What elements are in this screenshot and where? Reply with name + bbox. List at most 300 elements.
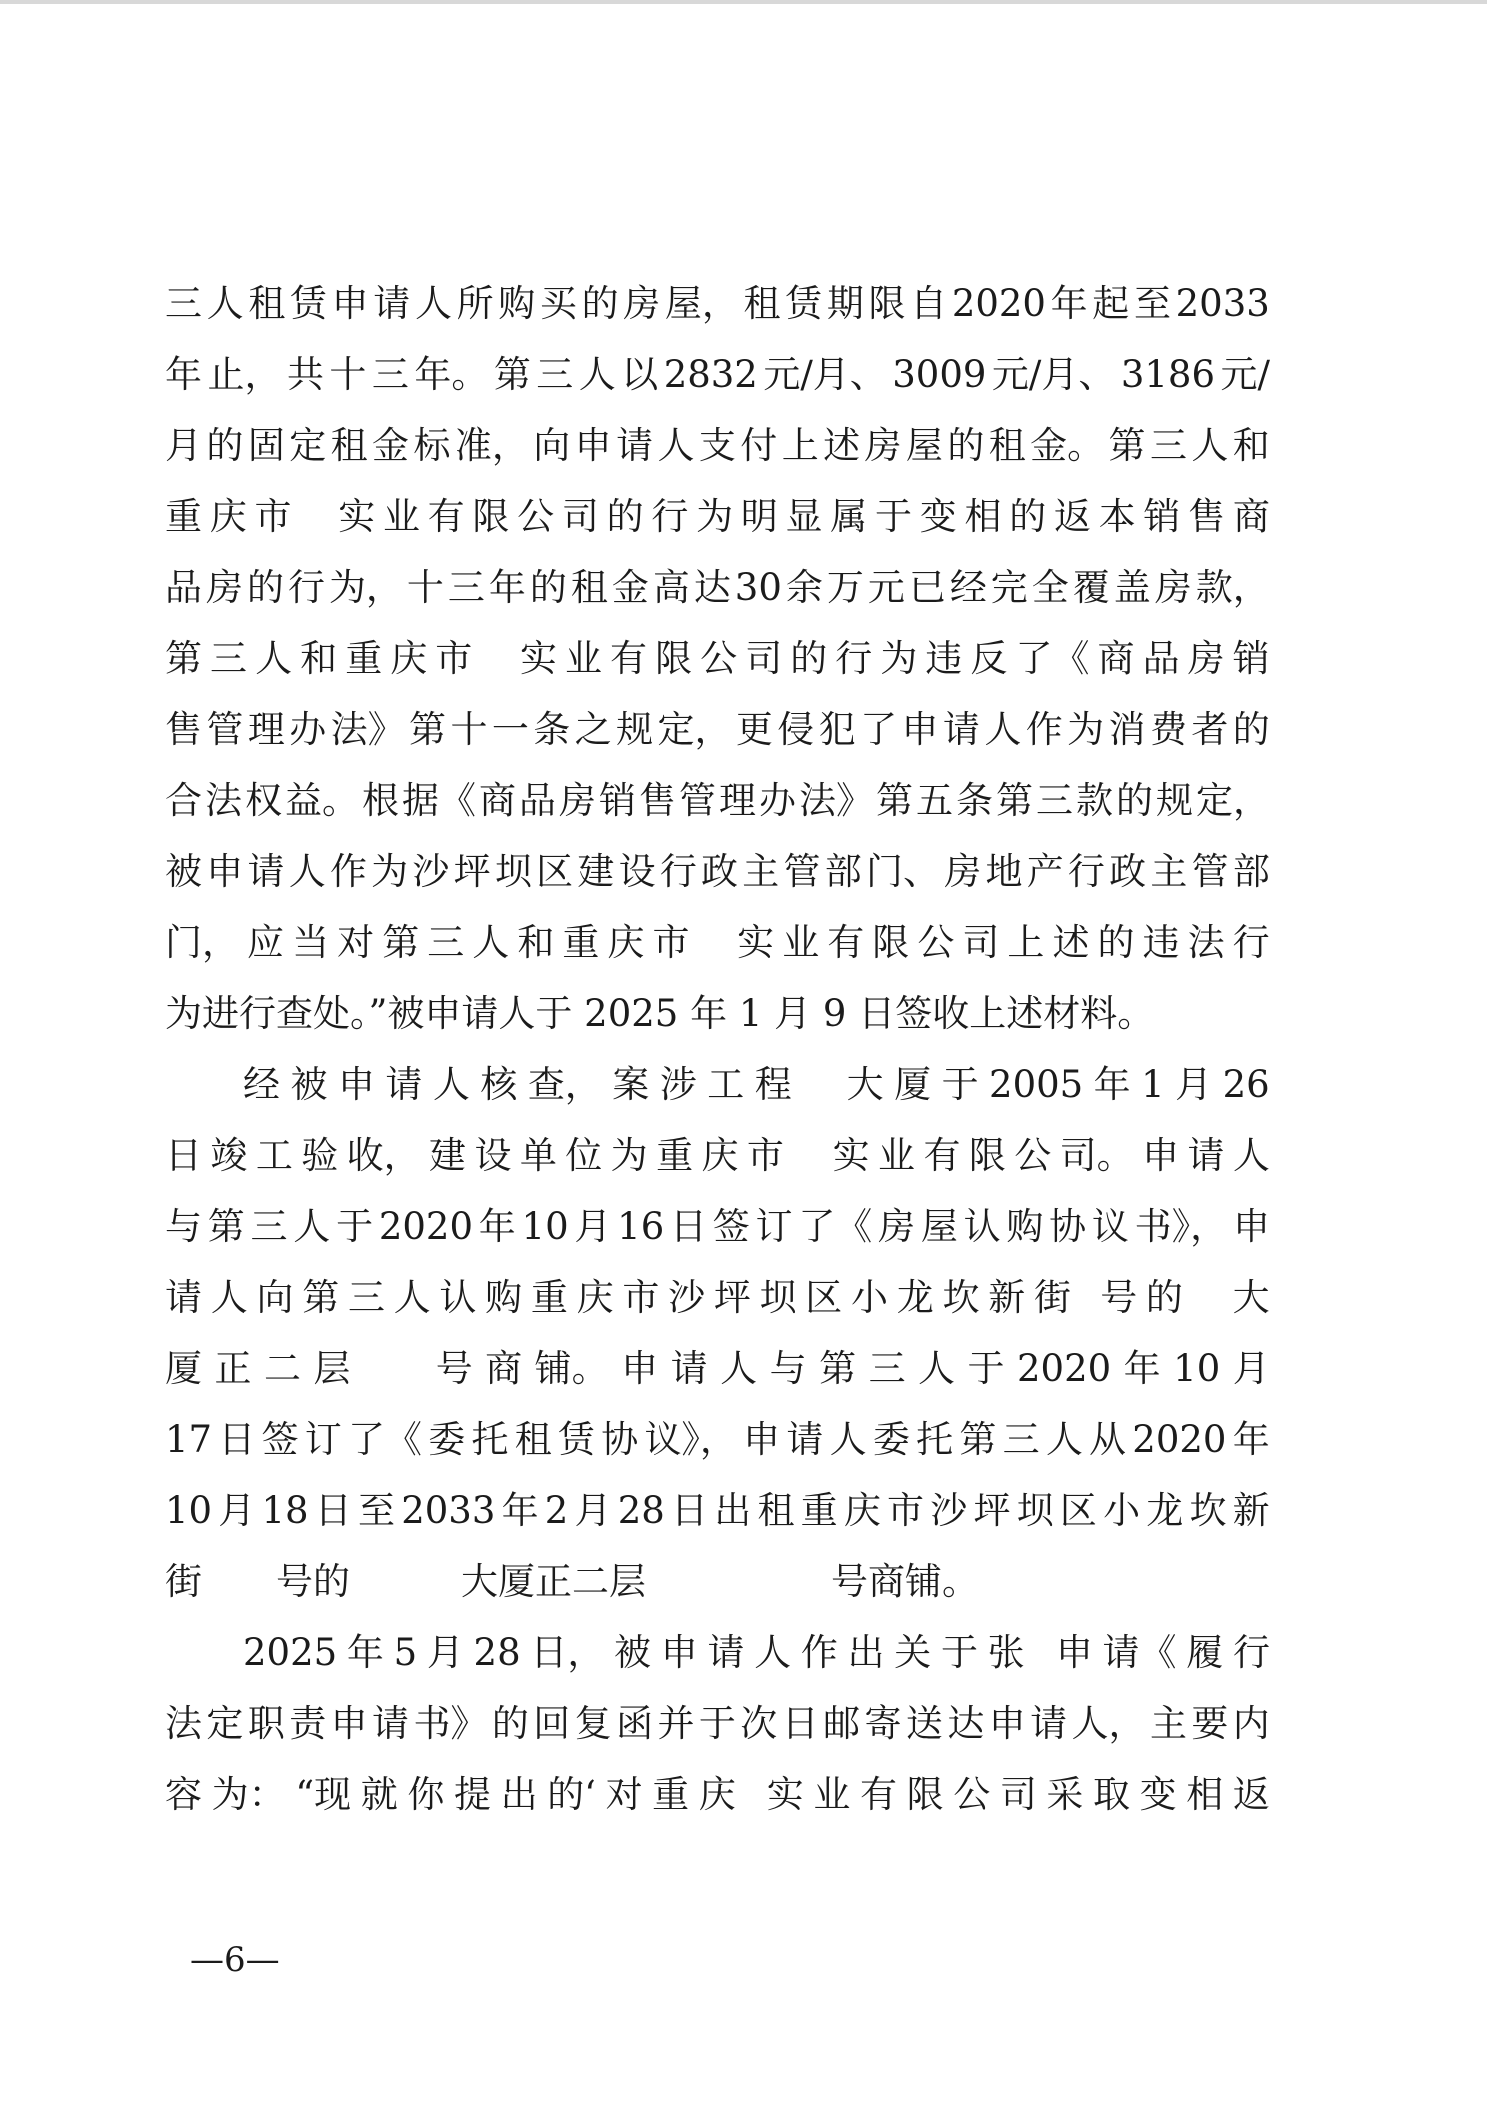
text-token: 邮 xyxy=(823,1702,861,1745)
text-token: 小 xyxy=(1103,1489,1141,1532)
text-token: 房 xyxy=(944,850,982,893)
text-token: 变 xyxy=(1139,1773,1177,1816)
text-token: 三 xyxy=(1002,1418,1040,1461)
text-token: 被 xyxy=(290,1063,328,1106)
text-token: 公 xyxy=(917,921,955,964)
text-token: 年 xyxy=(1093,1063,1131,1106)
text-token: 房 xyxy=(205,566,243,609)
text-token: 龙 xyxy=(896,1276,934,1319)
text-token: 的 xyxy=(947,424,985,467)
text-token: 合 xyxy=(165,779,202,822)
text-token: 期 xyxy=(826,282,864,325)
text-token: 你 xyxy=(407,1773,445,1816)
text-token: 建 xyxy=(577,850,615,893)
text-line xyxy=(165,552,1270,623)
text-token: 公 xyxy=(517,495,555,538)
text-token: 托 xyxy=(916,1418,954,1461)
text-token: 于 xyxy=(336,1205,374,1248)
text-token: 2005 xyxy=(989,1063,1084,1106)
text-token: 款 xyxy=(1076,779,1113,822)
text-token: 法 xyxy=(205,779,242,822)
text-token: 商 xyxy=(485,1347,523,1390)
text-token: 程 xyxy=(754,1063,792,1106)
text-token: 庆 xyxy=(576,1276,614,1319)
text-token: 人 xyxy=(1191,424,1229,467)
text-line xyxy=(165,339,1270,410)
text-token: 单 xyxy=(519,1134,557,1177)
text-token: 2 xyxy=(544,1489,569,1532)
text-token: 犯 xyxy=(818,708,856,751)
text-token: 庆 xyxy=(843,1489,881,1532)
text-token: 金。 xyxy=(1030,424,1105,467)
text-line xyxy=(165,623,1270,694)
text-token: 业 xyxy=(878,1134,916,1177)
text-token: 标 xyxy=(413,424,451,467)
text-token: 回 xyxy=(533,1702,571,1745)
text-token: 号 xyxy=(1100,1276,1138,1319)
text-token: 定 xyxy=(206,1702,244,1745)
text-token: 送 xyxy=(905,1702,943,1745)
text-token: 所 xyxy=(456,282,494,325)
text-line xyxy=(165,1333,1270,1404)
text-token: 违 xyxy=(1142,921,1180,964)
text-token: 5 xyxy=(393,1631,418,1674)
text-token: 月 xyxy=(1175,1063,1213,1106)
text-line xyxy=(165,481,1270,552)
text-token: 10 xyxy=(165,1489,213,1532)
text-token: 司 xyxy=(999,1773,1037,1816)
text-token: 新 xyxy=(1232,1489,1270,1532)
text-token: 限 xyxy=(655,637,693,680)
text-token: 人 xyxy=(393,1276,431,1319)
text-token: 日 xyxy=(670,1205,708,1248)
text-token: 10 xyxy=(1173,1347,1221,1390)
text-token: 行 xyxy=(287,566,325,609)
text-token: 月 xyxy=(574,1205,612,1248)
text-token: 请 xyxy=(786,1418,824,1461)
text-token: 房 xyxy=(623,282,661,325)
text-token: 屋， xyxy=(664,282,739,325)
text-token: 业 xyxy=(382,495,420,538)
text-token: 明 xyxy=(740,495,778,538)
text-token: 履 xyxy=(1186,1631,1224,1674)
text-token: 司 xyxy=(745,637,783,680)
text-token: 关 xyxy=(894,1631,932,1674)
text-token xyxy=(717,907,729,978)
text-token: 三 xyxy=(210,637,248,680)
text-line xyxy=(165,1617,1270,1688)
text-token: 请 xyxy=(1187,1134,1225,1177)
text-token: 限 xyxy=(472,495,510,538)
text-token: 了 xyxy=(860,708,898,751)
text-token: 三 xyxy=(347,1276,385,1319)
text-token: 向 xyxy=(533,424,571,467)
text-token: 出 xyxy=(500,1773,538,1816)
text-token: 有 xyxy=(827,921,865,964)
text-token: 三 xyxy=(250,1205,288,1248)
text-token: 位 xyxy=(565,1134,603,1177)
text-token: 权 xyxy=(245,779,282,822)
text-token: 的 xyxy=(491,1702,529,1745)
text-token: 张 xyxy=(987,1631,1025,1674)
text-line xyxy=(165,268,1270,339)
text-token: 购 xyxy=(485,1276,523,1319)
text-token: 内 xyxy=(1232,1702,1270,1745)
text-token: 规 xyxy=(1156,779,1193,822)
text-token: 验 xyxy=(301,1134,339,1177)
text-token: 请《 xyxy=(1102,1631,1177,1674)
text-token: 认 xyxy=(439,1276,477,1319)
text-token xyxy=(1192,1262,1204,1333)
text-token: 出 xyxy=(847,1631,885,1674)
text-token: 购 xyxy=(498,282,536,325)
text-token: 部 xyxy=(1232,850,1270,893)
text-token: 市 xyxy=(254,495,292,538)
text-token: 有 xyxy=(610,637,648,680)
text-token: 2033 xyxy=(401,1489,496,1532)
text-token: 签 xyxy=(261,1418,299,1461)
text-token: 申 xyxy=(337,1063,375,1106)
text-token: 2832 xyxy=(663,353,758,396)
text-token xyxy=(363,1333,375,1404)
text-token: 日 xyxy=(314,1489,352,1532)
text-token: 第 xyxy=(996,779,1033,822)
text-token: 租 xyxy=(988,424,1026,467)
text-token: 第 xyxy=(819,1347,857,1390)
text-token: 完 xyxy=(990,566,1028,609)
text-token: 品 xyxy=(165,566,202,609)
text-token: 司 xyxy=(561,495,599,538)
text-token: 为 xyxy=(371,850,409,893)
text-token: 门、 xyxy=(865,850,940,893)
text-token: 竣 xyxy=(210,1134,248,1177)
text-token: 区 xyxy=(536,850,574,893)
text-token: 之 xyxy=(574,708,612,751)
text-token: 的 xyxy=(206,424,244,467)
text-token: 主 xyxy=(1150,850,1188,893)
text-token: 庆 xyxy=(390,637,428,680)
text-token: 准， xyxy=(454,424,529,467)
text-token: 人 xyxy=(657,424,695,467)
text-token: 2020 xyxy=(378,1205,473,1248)
text-token: 请 xyxy=(707,1631,745,1674)
text-token: 人 xyxy=(432,1063,470,1106)
text-token: 商 xyxy=(1097,637,1135,680)
text-token: 更 xyxy=(735,708,773,751)
text-token: 设 xyxy=(474,1134,512,1177)
text-token: 提 xyxy=(453,1773,491,1816)
text-token: 函 xyxy=(616,1702,654,1745)
text-token: 为： xyxy=(211,1773,286,1816)
text-token: 侵 xyxy=(777,708,815,751)
text-token: 协 xyxy=(1049,1205,1087,1248)
text-token: 应 xyxy=(247,921,285,964)
text-token: 品 xyxy=(519,779,556,822)
text-token: 行 xyxy=(651,495,689,538)
text-token: 第 xyxy=(207,1205,245,1248)
text-token: 坪 xyxy=(453,850,491,893)
text-token: 查， xyxy=(527,1063,602,1106)
text-token: 房 xyxy=(1187,637,1225,680)
text-token: 返 xyxy=(1053,495,1091,538)
text-token: 议 xyxy=(1091,1205,1129,1248)
text-token: 条 xyxy=(533,708,571,751)
text-token: 房 xyxy=(1154,566,1192,609)
text-token: 规 xyxy=(616,708,654,751)
text-token: 沙 xyxy=(412,850,450,893)
text-token: 人 xyxy=(1045,1418,1083,1461)
text-token: 16 xyxy=(617,1205,665,1248)
text-token: 工 xyxy=(707,1063,745,1106)
text-token: “现 xyxy=(295,1773,352,1816)
text-token: 人 xyxy=(918,1347,956,1390)
text-token: 元/月、 xyxy=(991,353,1116,396)
text-token: 销 xyxy=(599,779,636,822)
page-number: —6— xyxy=(190,1940,280,1980)
text-line xyxy=(165,907,1270,978)
text-token: 返 xyxy=(1232,1773,1270,1816)
text-token: 相 xyxy=(964,495,1002,538)
text-token: 人 xyxy=(472,921,510,964)
text-token: 本 xyxy=(1098,495,1136,538)
text-token: 重 xyxy=(165,495,202,538)
text-token: 主 xyxy=(742,850,780,893)
text-token: 次 xyxy=(740,1702,778,1745)
text-line xyxy=(165,1688,1270,1759)
text-token: 沙 xyxy=(930,1489,968,1532)
text-token: 18 xyxy=(261,1489,309,1532)
text-token: 行 xyxy=(1232,1631,1270,1674)
text-token: 2033 xyxy=(1175,282,1270,325)
text-token: 第 xyxy=(409,708,447,751)
text-token: 销 xyxy=(1143,495,1181,538)
text-token xyxy=(319,481,331,552)
text-token: 限 xyxy=(872,921,910,964)
text-token: 人 xyxy=(754,1631,792,1674)
text-token: 和 xyxy=(1232,424,1270,467)
text-token: 采 xyxy=(1046,1773,1084,1816)
text-token: 申 xyxy=(988,1702,1026,1745)
text-token: 业 xyxy=(565,637,602,680)
text-line xyxy=(165,1049,1270,1120)
text-token: 法》 xyxy=(799,779,873,822)
text-token xyxy=(1212,1262,1224,1333)
text-token: 坝 xyxy=(759,1276,797,1319)
text-token: 坪 xyxy=(713,1276,751,1319)
text-token: 人， xyxy=(1071,1702,1146,1745)
text-token: 人 xyxy=(1232,1134,1270,1177)
text-token: 书》， xyxy=(1134,1205,1228,1248)
text-token: 的‘ xyxy=(547,1773,596,1816)
text-token: 管 xyxy=(679,779,716,822)
text-token: 金 xyxy=(611,566,649,609)
text-token: 10 xyxy=(521,1205,569,1248)
text-token: 屋 xyxy=(905,424,943,467)
text-token: 的 xyxy=(581,282,619,325)
text-token: 十 xyxy=(450,708,488,751)
text-token: 重 xyxy=(562,921,600,964)
text-token: 租 xyxy=(248,282,286,325)
text-line xyxy=(165,410,1270,481)
text-token xyxy=(824,1049,836,1120)
text-token: 公 xyxy=(953,1773,991,1816)
text-token: 人 xyxy=(578,353,616,396)
text-token: 实 xyxy=(832,1134,870,1177)
text-token: 重 xyxy=(652,1773,690,1816)
text-token: 房 xyxy=(559,779,596,822)
text-token: 请 xyxy=(385,1063,423,1106)
text-token: 市 xyxy=(435,637,473,680)
text-token: 订 xyxy=(755,1205,793,1248)
text-token: 作 xyxy=(329,850,367,893)
text-token: 行 xyxy=(659,850,697,893)
text-token: 和 xyxy=(300,637,338,680)
text-token: 商 xyxy=(1232,495,1270,538)
text-line xyxy=(165,978,1270,1049)
text-token: 高 xyxy=(652,566,690,609)
text-token: 至 xyxy=(358,1489,395,1532)
text-token: 收， xyxy=(346,1134,421,1177)
text-token: 从 xyxy=(1089,1418,1127,1461)
text-line xyxy=(165,1191,1270,1262)
text-token: 公 xyxy=(1014,1134,1052,1177)
text-token xyxy=(792,1120,804,1191)
text-token: 了《 xyxy=(1015,637,1090,680)
text-token: 三 xyxy=(371,353,409,396)
text-token: 人 xyxy=(206,282,244,325)
text-token: 申 xyxy=(1055,1631,1093,1674)
text-token: 向 xyxy=(256,1276,294,1319)
text-token: 重 xyxy=(656,1134,694,1177)
text-token: 议》， xyxy=(644,1418,737,1461)
text-token: 请 xyxy=(670,1347,708,1390)
text-token: 申 xyxy=(1142,1134,1180,1177)
text-token: 变 xyxy=(919,495,957,538)
text-token: 月 xyxy=(165,424,202,467)
text-token: 业 xyxy=(813,1773,851,1816)
text-token: 请 xyxy=(942,708,980,751)
text-token: 年 xyxy=(501,1489,539,1532)
text-token: 年 xyxy=(1123,1347,1161,1390)
text-token: 市 xyxy=(622,1276,660,1319)
text-line xyxy=(165,836,1270,907)
text-token: 三 xyxy=(447,566,485,609)
text-token: 申 xyxy=(621,1347,659,1390)
text-token: 十 xyxy=(329,353,367,396)
text-token: 人 xyxy=(984,708,1022,751)
text-token: 部 xyxy=(824,850,862,893)
text-token: 申 xyxy=(660,1631,698,1674)
text-token: 管 xyxy=(206,708,244,751)
text-token: 的 xyxy=(529,566,567,609)
text-token: 第 xyxy=(493,353,531,396)
text-token: 述 xyxy=(823,424,861,467)
text-token: 签 xyxy=(712,1205,750,1248)
text-token: 厦 xyxy=(894,1063,932,1106)
text-token: 年 xyxy=(165,353,202,396)
text-token: 款， xyxy=(1195,566,1270,609)
text-token: 费 xyxy=(1149,708,1187,751)
text-token: 人 xyxy=(829,1418,867,1461)
text-token: 重 xyxy=(530,1276,568,1319)
text-token: 一 xyxy=(491,708,529,751)
text-token: 年 xyxy=(1050,282,1088,325)
text-token: 请 xyxy=(247,850,285,893)
text-token: 申 xyxy=(330,1702,368,1745)
text-token: 订 xyxy=(304,1418,342,1461)
text-token xyxy=(1034,1617,1046,1688)
text-token: 日 xyxy=(781,1702,819,1745)
text-token: 属 xyxy=(830,495,868,538)
text-token: 条 xyxy=(956,779,993,822)
text-token: 相 xyxy=(1186,1773,1224,1816)
text-token: 坝 xyxy=(494,850,532,893)
text-token: 的 xyxy=(1145,1276,1183,1319)
text-token: 销 xyxy=(1232,637,1270,680)
text-token: 屋 xyxy=(920,1205,958,1248)
text-token: 消 xyxy=(1108,708,1146,751)
text-token xyxy=(1080,1262,1092,1333)
text-token: 第 xyxy=(876,779,913,822)
text-token: 申 xyxy=(901,708,939,751)
text-token: 认 xyxy=(963,1205,1001,1248)
text-token: 申 xyxy=(1232,1205,1270,1248)
text-token: 支 xyxy=(698,424,736,467)
text-token xyxy=(387,1333,399,1404)
text-token: 人 xyxy=(210,1276,248,1319)
text-token: 坝 xyxy=(1016,1489,1054,1532)
text-token: 至 xyxy=(1133,282,1171,325)
text-token: 委 xyxy=(428,1418,466,1461)
text-token: 产 xyxy=(1026,850,1064,893)
text-token: 租 xyxy=(330,424,368,467)
text-token: 赁 xyxy=(557,1418,595,1461)
text-token: 第 xyxy=(959,1418,997,1461)
text-token: 据《 xyxy=(402,779,476,822)
text-token: 日 xyxy=(218,1418,256,1461)
text-token: 元/月、 xyxy=(763,353,887,396)
text-token: 行 xyxy=(1232,921,1270,964)
text-token: 并 xyxy=(657,1702,695,1745)
text-token: 人 xyxy=(288,850,326,893)
text-token: 为 xyxy=(880,637,918,680)
text-token: 元/ xyxy=(1220,353,1270,396)
text-token: 要 xyxy=(1191,1702,1229,1745)
text-token: 三 xyxy=(1149,424,1187,467)
text-token: 庆 xyxy=(209,495,247,538)
text-line xyxy=(165,1262,1270,1333)
text-token: 金 xyxy=(372,424,410,467)
text-token: 年 xyxy=(478,1205,516,1248)
text-token: 购 xyxy=(1006,1205,1044,1248)
text-token: 人 xyxy=(293,1205,331,1248)
text-line xyxy=(165,1546,1270,1617)
text-token: 坎 xyxy=(942,1276,980,1319)
text-token: 盖 xyxy=(1113,566,1151,609)
text-token: 请 xyxy=(373,282,411,325)
text-token: 政 xyxy=(1109,850,1147,893)
text-token: 付 xyxy=(740,424,778,467)
text-token: 实 xyxy=(519,637,557,680)
text-token: 办 xyxy=(289,708,327,751)
text-token: 责 xyxy=(289,1702,327,1745)
text-token: 重 xyxy=(800,1489,838,1532)
text-token xyxy=(745,1759,757,1830)
text-token: 容 xyxy=(165,1773,202,1816)
text-token: 的 xyxy=(606,495,644,538)
text-token: 作 xyxy=(1025,708,1063,751)
text-token: 3009 xyxy=(892,353,987,396)
